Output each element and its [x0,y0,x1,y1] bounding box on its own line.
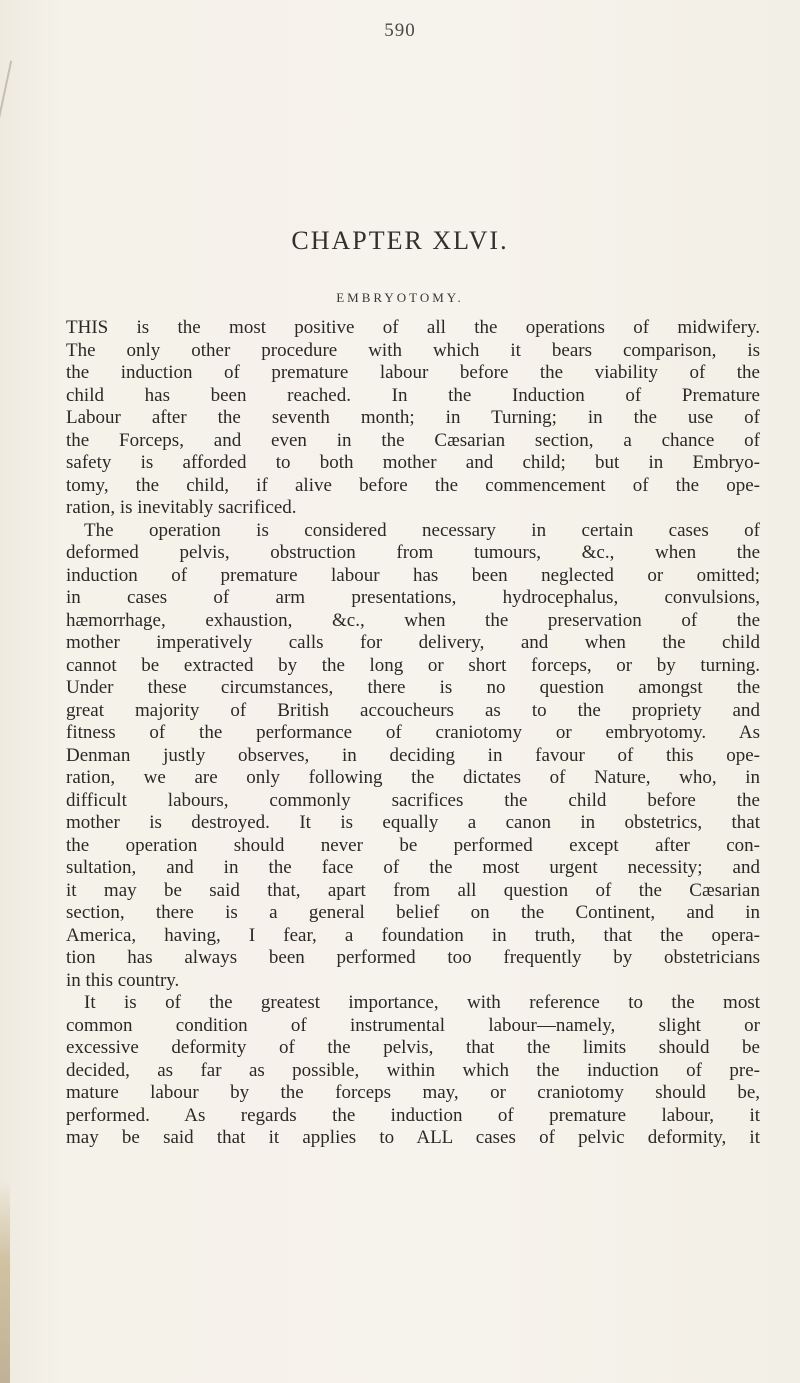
text-line: it may be said that, apart from all question of the Cæsarian [66,879,760,901]
text-line: America, having, I fear, a foundation in truth, that the opera- [66,924,760,946]
text-line: THIS is the most positive of all the operations of midwifery. [66,317,760,338]
text-line: section, there is a general belief on the Continent, and in [66,902,760,923]
body-text [66,317,760,1150]
text-line: ration, is inevitably sacrificed. [66,497,297,518]
text-line: may be said that it applies to ALL cases of pelvic deformity, it [66,1127,760,1148]
text-line: the operation should never be performed except after con- [66,834,760,856]
text-line: It is of the greatest importance, with reference to the most [84,992,760,1013]
text-line: mother imperatively calls for delivery, and when the child [66,632,760,653]
text-line: child has been reached. In the Induction of Premature [66,384,760,406]
text-line: induction of premature labour has been neglected or omitted; [66,564,760,586]
text-line: excessive deformity of the pelvis, that the limits should be [66,1037,760,1058]
text-line: hæmorrhage, exhaustion, &c., when the preservation of the [66,609,760,631]
margin-mark [0,60,12,119]
text-line: The only other procedure with which it bears comparison, is [66,339,760,361]
text-line: safety is afforded to both mother and child; but in Embryo- [66,452,760,473]
text-line: Labour after the seventh month; in Turning; in the use of [66,407,760,428]
text-line: Under these circumstances, there is no question amongst the [66,677,760,698]
text-line: performed. As regards the induction of premature labour, it [66,1104,760,1126]
page-number: 590 [384,20,416,41]
text-line: cannot be extracted by the long or short forceps, or by turning. [66,654,760,676]
text-line: Denman justly observes, in deciding in favour of this ope- [66,744,760,766]
text-line: The operation is considered necessary in certain cases of [84,519,760,541]
text-line: tomy, the child, if alive before the commencement of the ope- [66,474,760,496]
chapter-title: CHAPTER XLVI. [291,226,509,255]
text-line: common condition of instrumental labour—namely, slight or [66,1014,760,1036]
text-line: great majority of British accoucheurs as to the propriety and [66,699,760,721]
text-line: mature labour by the forceps may, or craniotomy should be, [66,1082,760,1103]
chapter-subtitle: EMBRYOTOMY. [336,290,464,305]
text-line: in this country. [66,969,180,991]
text-line: the Forceps, and even in the Cæsarian section, a chance of [66,429,760,451]
text-line: mother is destroyed. It is equally a canon in obstetrics, that [66,812,760,833]
text-line: ration, we are only following the dictates of Nature, who, in [66,767,760,788]
text-line: fitness of the performance of craniotomy or embryotomy. As [66,722,760,743]
text-line: the induction of premature labour before the viability of the [66,362,760,383]
text-line: decided, as far as possible, within which the induction of pre- [66,1059,760,1081]
page-stain [0,1180,10,1383]
text-line: sultation, and in the face of the most urgent necessity; and [66,857,760,878]
text-line: deformed pelvis, obstruction from tumours, &c., when the [66,542,760,563]
text-line: tion has always been performed too frequently by obstetricians [66,947,760,968]
text-line: difficult labours, commonly sacrifices the child before the [66,789,760,811]
text-line: in cases of arm presentations, hydrocephalus, convulsions, [66,587,760,608]
